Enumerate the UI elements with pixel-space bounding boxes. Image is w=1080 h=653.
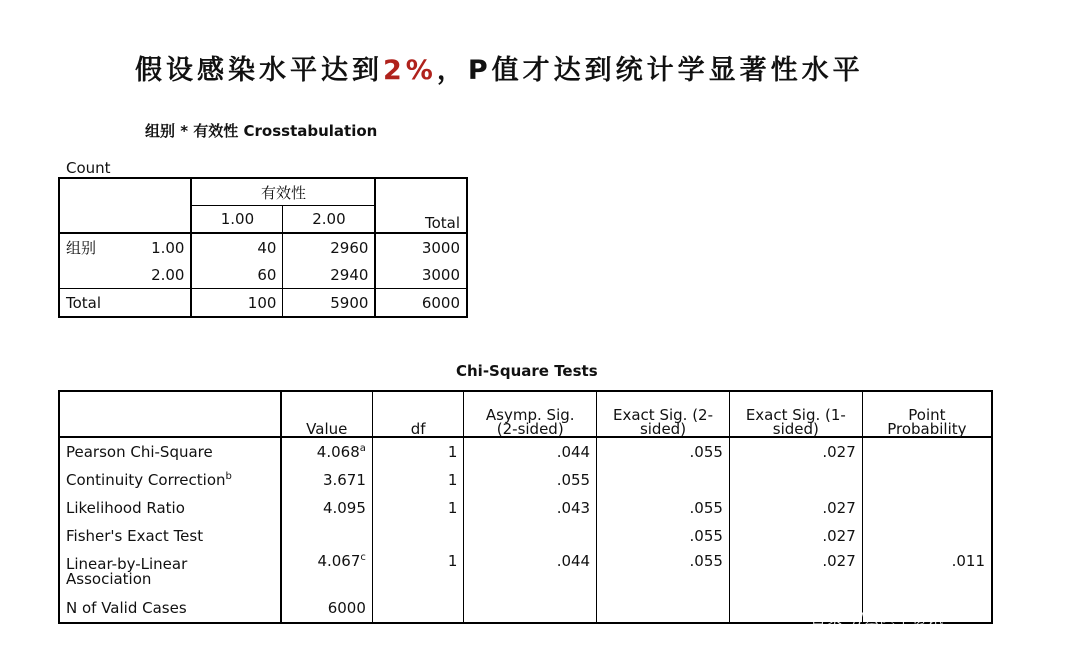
chisq-cell — [372, 522, 463, 550]
chisq-cell: .027 — [729, 550, 862, 594]
crosstab-title: 组别 * 有效性 Crosstabulation — [145, 122, 378, 140]
crosstab-row-label: 1.00 — [151, 238, 185, 257]
chisq-row-label: Continuity Correction$^b$ — [66, 471, 232, 489]
chisq-cell-value: 4.067$^c$ — [281, 550, 373, 594]
crosstab-cell: 40 — [191, 233, 282, 261]
chisq-table — [58, 390, 993, 624]
chisq-row-label: Linear-by-Linear Association — [66, 555, 188, 588]
chisq-cell — [862, 494, 992, 522]
chisq-cell: 1 — [372, 466, 463, 494]
chisq-cell-value: 4.068$^a$ — [281, 437, 373, 466]
chisq-cell-value: 4.095 — [281, 494, 373, 522]
chisq-cell: .027 — [729, 437, 862, 466]
chisq-cell — [464, 594, 597, 623]
headline-part-2: ，P值才达到统计学显著性水平 — [436, 55, 864, 86]
chisq-cell-value: 6000 — [281, 594, 373, 623]
chisq-cell — [372, 594, 463, 623]
crosstab-cell: 100 — [191, 289, 282, 318]
chisq-col-value: Value — [281, 391, 373, 437]
chisq-cell-value: 3.671 — [281, 466, 373, 494]
slide-headline — [135, 48, 864, 87]
crosstab-total-label: Total — [66, 293, 102, 312]
crosstab-col-1: 1.00 — [191, 206, 282, 234]
chisq-cell — [597, 466, 730, 494]
chisq-cell: .043 — [464, 494, 597, 522]
chisq-cell: .027 — [729, 522, 862, 550]
crosstab-col-total: Total — [375, 178, 467, 233]
chisq-col-asymp: Asymp. Sig. (2-sided) — [464, 391, 597, 437]
chisq-cell: .055 — [464, 466, 597, 494]
crosstab-row — [59, 261, 467, 289]
crosstab-col-2: 2.00 — [283, 206, 376, 234]
crosstab-cell: 3000 — [375, 261, 467, 289]
chisq-col-exact2: Exact Sig. (2- sided) — [597, 391, 730, 437]
chisq-cell: .055 — [597, 522, 730, 550]
crosstab-count-label: Count — [66, 159, 111, 177]
chisq-row — [59, 550, 992, 594]
crosstab-row — [59, 233, 467, 261]
chisq-col-point: Point Probability — [862, 391, 992, 437]
chisq-cell: 1 — [372, 550, 463, 594]
chisq-cell — [464, 522, 597, 550]
chisq-row-label: Likelihood Ratio — [66, 499, 185, 517]
chisq-cell: .055 — [597, 437, 730, 466]
crosstab-cell: 60 — [191, 261, 282, 289]
chisq-title: Chi-Square Tests — [456, 362, 598, 380]
crosstab-row-label: 2.00 — [119, 261, 192, 289]
chisq-cell: .044 — [464, 550, 597, 594]
crosstab-cell: 5900 — [283, 289, 376, 318]
headline-highlight: 2% — [383, 55, 437, 86]
crosstab-cell: 2940 — [283, 261, 376, 289]
chisq-row-label: N of Valid Cases — [66, 599, 187, 617]
chisq-cell: .055 — [597, 494, 730, 522]
chisq-cell — [862, 522, 992, 550]
crosstab-table — [58, 177, 468, 318]
chisq-cell: 1 — [372, 494, 463, 522]
chisq-cell: .044 — [464, 437, 597, 466]
chisq-row — [59, 437, 992, 466]
crosstab-cell: 2960 — [283, 233, 376, 261]
chisq-cell: .011 — [862, 550, 992, 594]
watermark: 百家号/云医学资讯 — [810, 609, 944, 628]
chisq-cell: 1 — [372, 437, 463, 466]
chisq-cell-value — [281, 522, 373, 550]
chisq-row-label: Fisher's Exact Test — [66, 527, 204, 545]
chisq-row — [59, 466, 992, 494]
headline-part-1: 假设感染水平达到 — [135, 55, 383, 86]
crosstab-total-row — [59, 289, 467, 318]
chisq-col-df: df — [372, 391, 463, 437]
chisq-cell — [862, 466, 992, 494]
chisq-row — [59, 522, 992, 550]
chisq-row-label: Pearson Chi-Square — [66, 443, 213, 461]
chisq-cell — [729, 466, 862, 494]
chisq-cell — [597, 594, 730, 623]
chisq-cell: .055 — [597, 550, 730, 594]
crosstab-col-group: 有效性 — [191, 178, 375, 206]
chisq-cell — [862, 437, 992, 466]
chisq-col-exact1: Exact Sig. (1- sided) — [729, 391, 862, 437]
crosstab-cell: 3000 — [375, 233, 467, 261]
chisq-row — [59, 494, 992, 522]
crosstab-cell: 6000 — [375, 289, 467, 318]
chisq-cell: .027 — [729, 494, 862, 522]
crosstab-row-group: 组别 — [66, 239, 97, 257]
